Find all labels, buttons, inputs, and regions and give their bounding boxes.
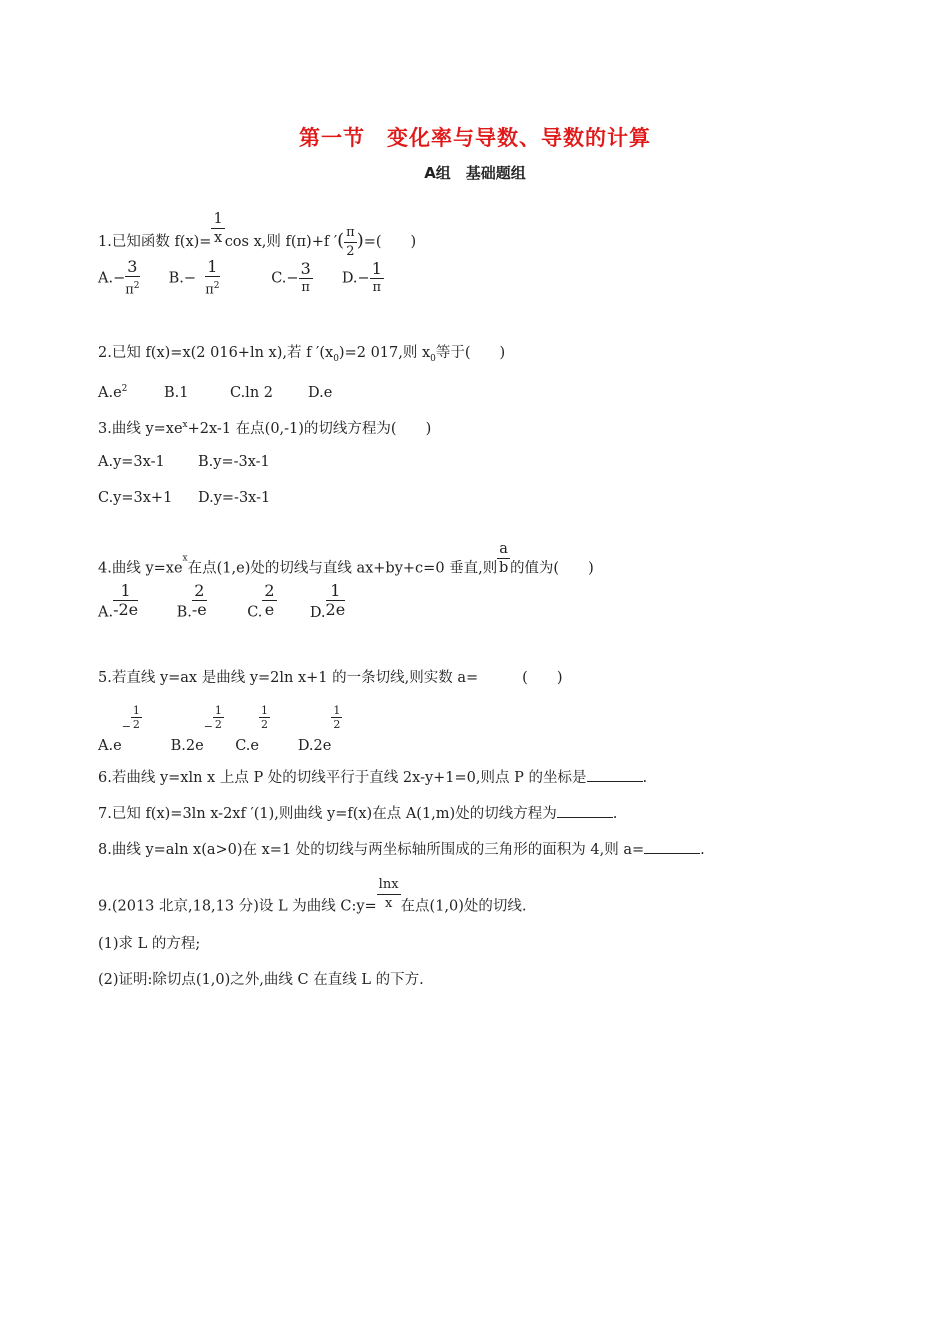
section-subtitle: A组 基础题组 [424,164,526,182]
q4-fraction: $\frac{a}{b}$ [498,541,509,576]
question-3: 3.曲线 $y=xe^x+2x-1$ 在点(0,-1)的切线方程为( ) [98,420,432,437]
q5-option-a: A.e− $\frac{1}{2}$ [98,704,140,754]
q1-fraction [211,210,224,247]
q5-option-b: B.2e− $\frac{1}{2}$ [170,704,222,754]
q2-option-d: D.e [308,384,333,401]
q6-answer-blank[interactable] [587,767,643,782]
q5-option-c: C.e $\frac{1}{2}$ [235,704,268,754]
q1-options [98,258,402,299]
question-1 [98,210,416,261]
q3-options-ab [98,452,270,472]
q3-option-d: D.y=-3x-1 [198,490,271,506]
question-5: 5.若直线 y=ax 是曲线 y=2ln x+1 的一条切线,则实数 a= ( ) [98,670,563,686]
q1-open-paren: ( [337,230,345,251]
q4-option-b: B. $\frac{2}{-e}$ [176,581,207,621]
q1-middle: cos x,则 f(π)+f ′ [224,234,338,250]
q5-answer-paren: ( ) [522,670,563,686]
q4-option-a: A. $\frac{1}{-2e}$ [98,581,139,621]
q9-fraction: $\frac{\ln x}{x}$ [378,877,399,911]
q1-suffix: =( ) [363,234,417,250]
q1-paren-fraction [344,224,357,261]
q9-part-2: (2)证明:除切点(1,0)之外,曲线 C 在直线 L 的下方. [98,972,424,988]
page-title: 第一节 变化率与导数、导数的计算 [299,126,651,150]
question-4: 4.曲线 $y=xe^x$在点(1,e)处的切线与直线 ax+by+c=0 垂直,则 $\frac{a}{b}$ 的值为( ) [98,541,594,577]
q1-paren-den: 2 [346,243,355,259]
q1-close-paren: ) [356,230,364,251]
q1-option-a: A.− $\frac{3}{\pi^2}$ [98,257,140,298]
q2-option-a: $A.e^2$ [98,384,128,401]
q3-options-cd [98,488,270,508]
q5-option-d: D.2e $\frac{1}{2}$ [297,704,341,754]
question-9: 9.(2013 北京,18,13 分)设 L 为曲线 C:y= $\frac{\ln x}{x}$ 在点(1,0)处的切线. [98,877,527,915]
q1-frac-den: x [213,230,223,246]
question-2: 2.已知 f(x)=x(2 016+ln x),若 f $'(x_0)=2$ 017,则 $x_0$等于( ) [98,345,506,364]
q1-paren-num: π [344,224,357,243]
q1-frac-num: 1 [213,211,223,227]
q1-option-b: B.− $\frac{1}{\pi^2}$ [168,257,220,298]
q4-option-d: D. $\frac{1}{2e}$ [309,581,346,621]
question-8: 8.曲线 y=aln x(a>0)在 x=1 处的切线与两坐标轴所围成的三角形的面积为 4,则 a= . [98,839,705,860]
q2-options [98,379,332,403]
q1-prefix: 1.已知函数 f(x)= [98,234,212,250]
q4-option-c: C. $\frac{2}{e}$ [247,581,275,621]
q3-option-b: B.y=-3x-1 [198,454,270,470]
q8-answer-blank[interactable] [644,839,700,854]
q7-answer-blank[interactable] [557,803,613,818]
q9-part-1: (1)求 L 的方程; [98,936,201,952]
q1-option-d: D.− $\frac{1}{\pi}$ [341,259,382,296]
q3-option-c: C.y=3x+1 [98,490,173,506]
q3-option-a: A.y=3x-1 [98,454,165,470]
q1-option-c: C.− $\frac{3}{\pi}$ [271,259,311,296]
q2-option-c: C.ln 2 [230,384,273,401]
question-7: 7.已知 f(x)=3ln x-2xf ′(1),则曲线 y=f(x)在点 A(1,m)处的切线方程为 . [98,803,617,824]
q4-options [98,582,345,623]
q2-option-b: B.1 [164,384,189,401]
question-6: 6.若曲线 y=xln x 上点 P 处的切线平行于直线 2x-y+1=0,则点 P 的坐标是 . [98,767,647,788]
q5-options [98,704,342,756]
